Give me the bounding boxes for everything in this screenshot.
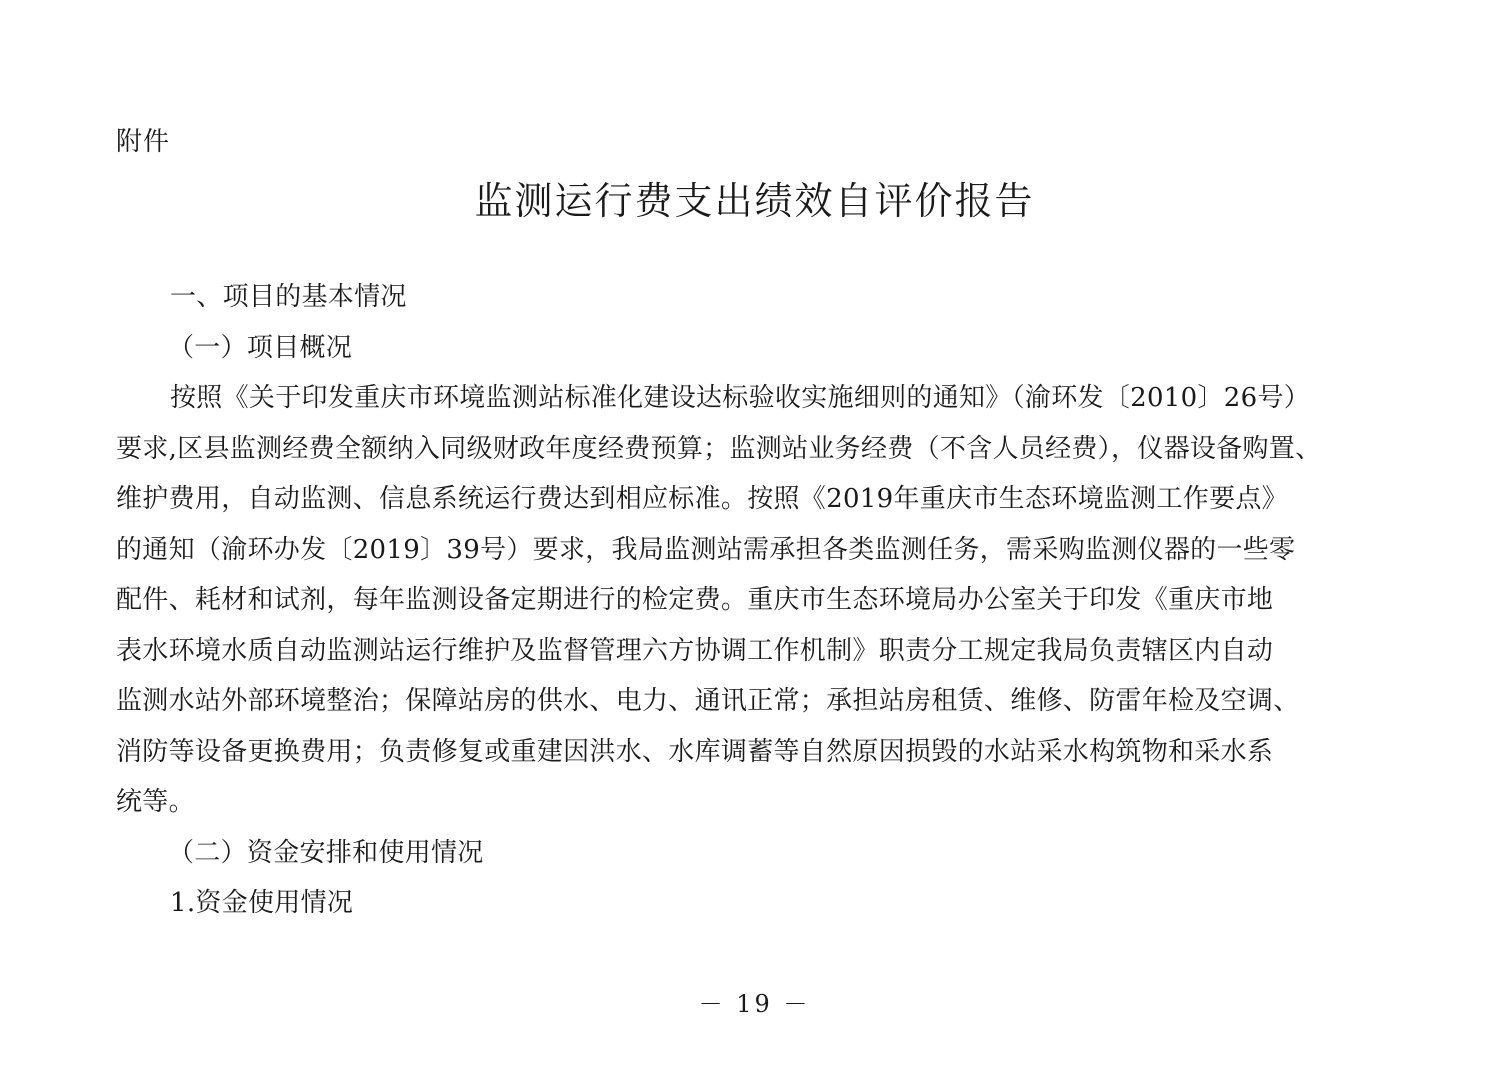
paragraph-line: 维护费用，自动监测、信息系统运行费达到相应标准。按照《2019年重庆市生态环境监测工作要点》 [116, 484, 1288, 514]
document-title: 监测运行费支出绩效自评价报告 [474, 179, 1035, 223]
paragraph-line: 监测水站外部环境整治；保障站房的供水、电力、通讯正常；承担站房租赁、维修、防雷年检及空调、 [116, 686, 1300, 716]
paragraph-line: 统等。 [116, 787, 195, 817]
section-heading: 一、项目的基本情况 [170, 282, 407, 312]
subsection-heading: （二）资金安排和使用情况 [168, 837, 484, 868]
paragraph-line: 消防等设备更换费用；负责修复或重建因洪水、水库调蓄等自然原因损毁的水站采水构筑物和采水系 [116, 736, 1274, 767]
paragraph [116, 373, 1396, 828]
page-number: － 19 － [698, 990, 811, 1018]
item-heading: 1.资金使用情况 [170, 888, 354, 918]
paragraph-line: 要求,区县监测经费全额纳入同级财政年度经费预算；监测站业务经费（不含人员经费），仪器设备购置、 [116, 433, 1322, 464]
paragraph-line: 按照《关于印发重庆市环境监测站标准化建设达标验收实施细则的通知》（渝环发〔2010〕26号） [170, 383, 1311, 413]
paragraph-line: 表水环境水质自动监测站运行维护及监督管理六方协调工作机制》职责分工规定我局负责辖区内自动 [116, 635, 1274, 666]
paragraph-line: 配件、耗材和试剂，每年监测设备定期进行的检定费。重庆市生态环境局办公室关于印发《重庆市地 [116, 585, 1274, 615]
subsection-heading: （一）项目概况 [168, 332, 353, 363]
paragraph-line: 的通知（渝环办发〔2019〕39号）要求，我局监测站需承担各类监测任务，需采购监测仪器的一些零 [116, 534, 1296, 565]
attachment-label: 附件 [116, 127, 171, 157]
document-body [116, 272, 1396, 929]
